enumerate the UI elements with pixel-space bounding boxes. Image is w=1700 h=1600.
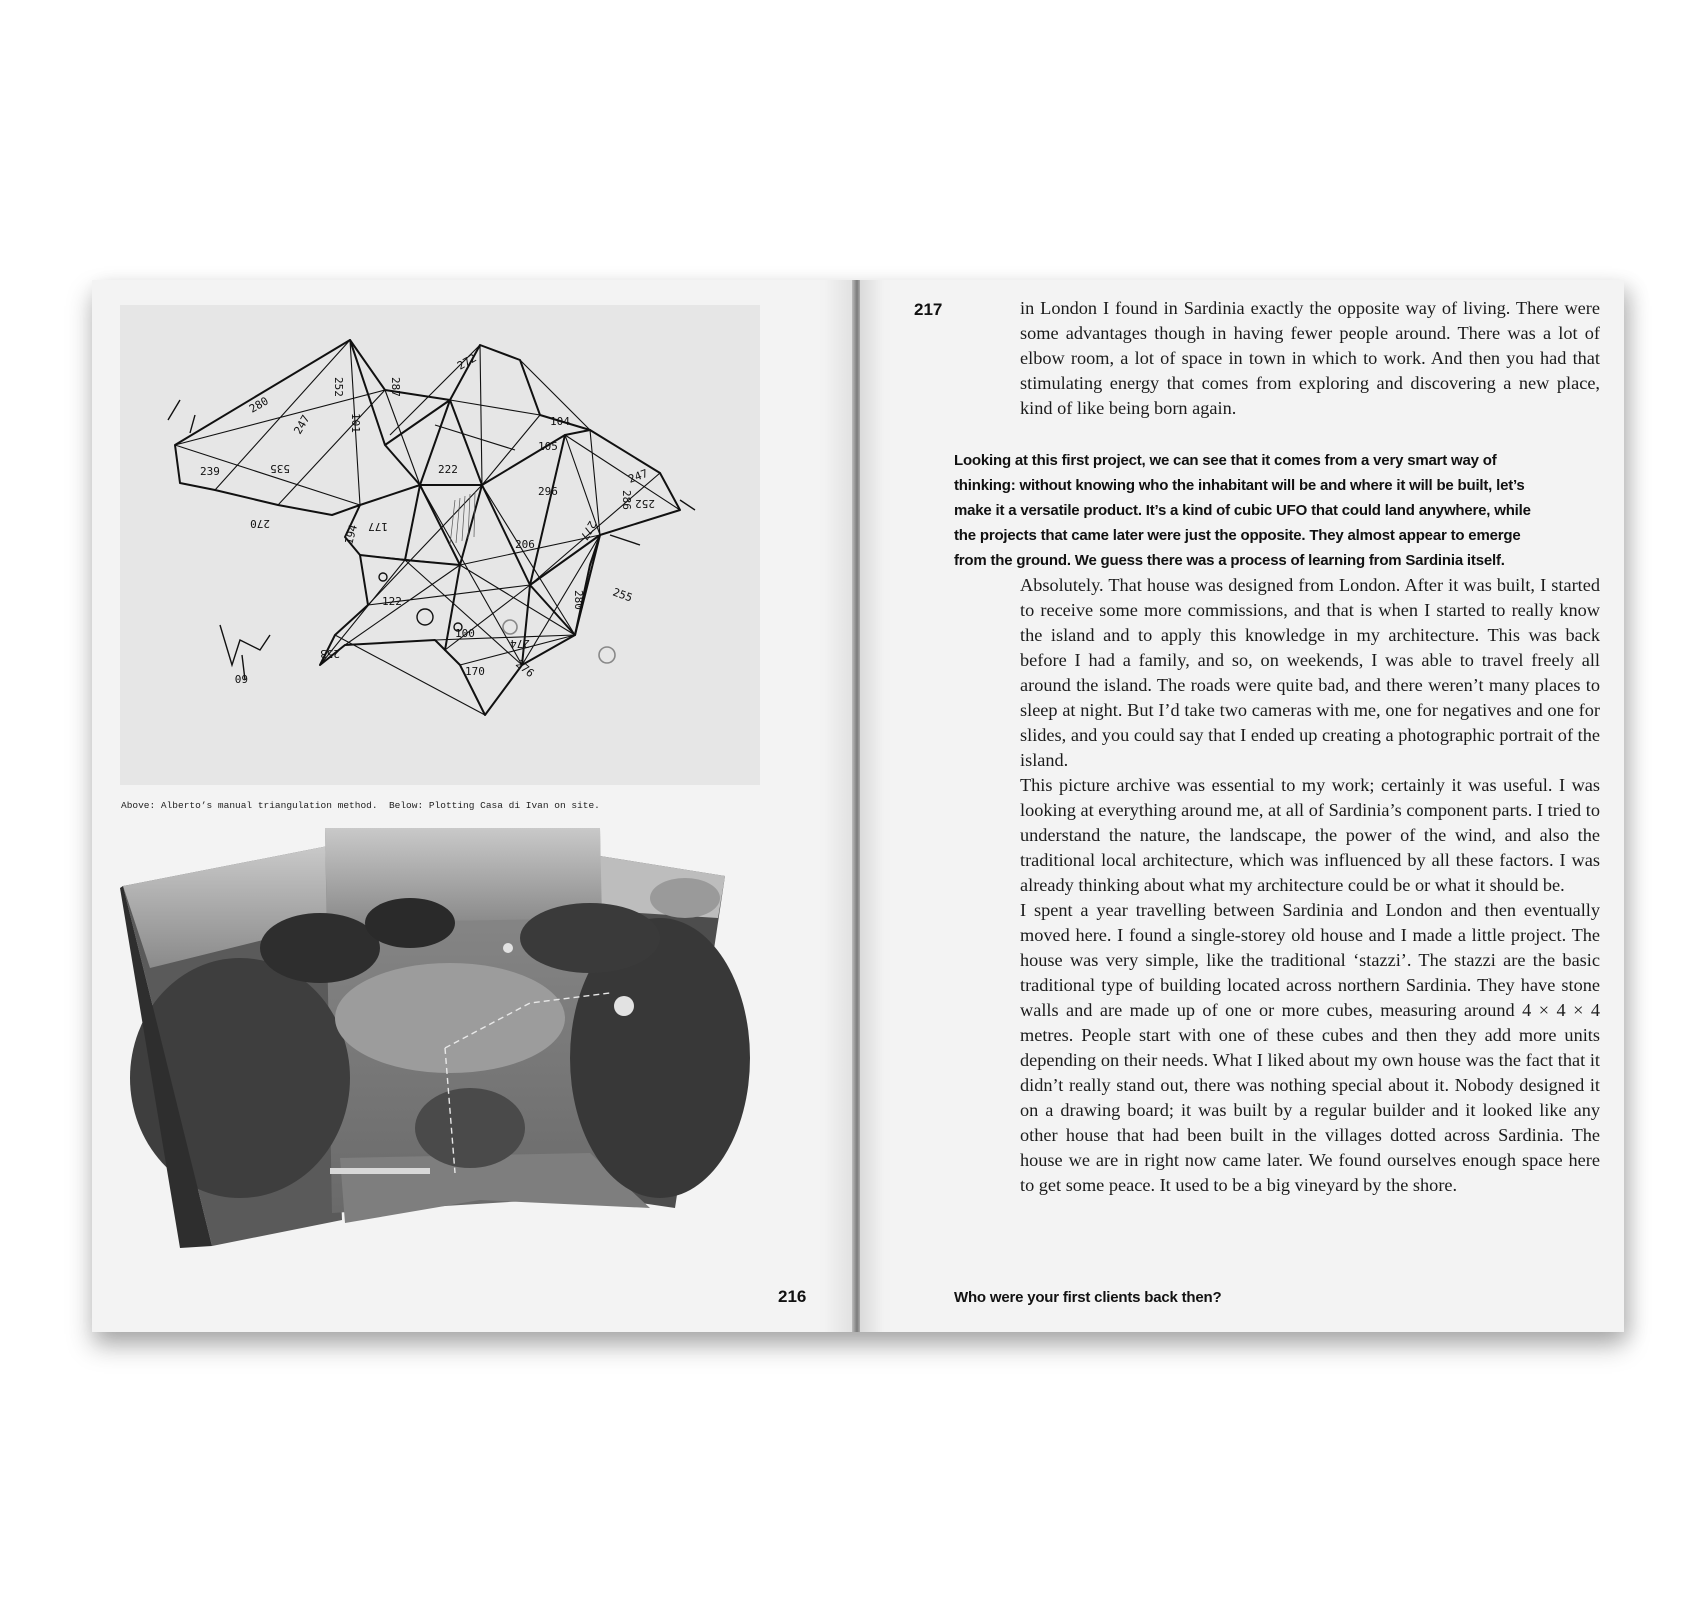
right-page [860,280,1624,1332]
book-spread [92,280,1624,1332]
question-line: make it a versatile product. It’s a kind of cubic UFO that could land anywhere, while [954,502,1531,519]
figure-caption: Above: Alberto’s manual triangulation method. Below: Plotting Casa di Ivan on site. [121,800,600,811]
answer-paragraph-1: Absolutely. That house was designed from London. After it was built, I started to receive some more commissions, and that is when I started to really know the island and to apply this knowledge in my architecture. This was back before I had a family, and so, on weekends, I was able to travel freely all around the island. The roads were quite bad, and there weren’t many places to sleep at night. But I’d take two cameras with me, one for negatives and one for slides, and you could say that I ended up creating a photographic portrait of the island. [1020,575,1600,770]
triangulation-drawing [120,305,760,785]
answer-paragraph-3: I spent a year travelling between Sardinia and London and then eventually moved here. I found a single-storey old house and I made a little project. The house was very simple, like the traditional ‘stazzi’. The stazzi are the basic traditional type of building located across northern Sardinia. They have stone walls and are made up of one or more cubes, measuring around 4 × 4 × 4 metres. People start with one of these cubes and then they add more units depending on their needs. What I liked about my own house was the fact that it didn’t really stand out, there was nothing special about it. Nobody designed it on a drawing board; it was built by a regular builder and it looked like any other house that had been built in the villages dotted across Sardinia. The house we are in right now came later. We found ourselves enough space here to get some peace. It used to be a big vineyard by the shore. [1020,900,1600,1195]
drawing-label: 270 [250,517,270,530]
site-photo-collage [120,828,760,1258]
page-number-left: 216 [778,1287,807,1306]
drawing-label: 280 [247,394,271,416]
site-photo [120,828,760,1258]
drawing-label: 170 [465,665,485,678]
drawing-label: 253 [320,647,340,660]
drawing-label: 122 [382,595,402,608]
drawing-label: 296 [538,485,558,498]
drawing-label: 194 [342,523,361,546]
drawing-label: 105 [538,440,558,453]
answer-text [1020,573,1600,1198]
drawing-label: 252 [332,377,345,397]
page-number-right: 217 [914,300,943,319]
drawing-label: 280 [572,590,585,610]
question-1 [954,448,1594,573]
question-2: Who were your first clients back then? [954,1289,1222,1306]
drawing-label: 247 [626,466,650,486]
drawing-label: 276 [513,657,537,681]
question-line: thinking: without knowing who the inhabitant will be and where it will be built, let’s [954,477,1525,494]
left-page [92,280,854,1332]
drawing-label: 535 [270,462,290,475]
drawing-label: 252 [635,497,655,510]
question-line: the projects that came later were just the opposite. They almost appear to emerge [954,527,1521,544]
drawing-label: 287 [389,377,402,397]
drawing-label: 101 [349,413,362,433]
drawing-label: 277 [577,518,599,543]
drawing-label: 286 [620,490,633,510]
drawing-label: 255 [610,585,635,605]
paragraph: in London I found in Sardinia exactly the opposite way of living. There were some advantages though in having fewer people around. There was a lot of elbow room, a lot of space in town in which to work. And then you had that stimulating energy that comes from exploring and discovering a new place, kind of like being born again. [1020,298,1600,418]
drawing-label: 239 [200,465,220,478]
triangulation-sketch [120,305,760,785]
drawing-label: 60 [234,672,248,685]
drawing-label: 100 [455,627,475,640]
question-line: from the ground. We guess there was a process of learning from Sardinia itself. [954,552,1505,569]
drawing-label: 274 [510,637,530,650]
drawing-label: 222 [438,463,458,476]
answer-paragraph-2: This picture archive was essential to my work; certainly it was useful. I was looking at everything around me, at all of Sardinia’s component parts. I tried to understand the nature, the landscape, the power of the wind, and also the traditional local architecture, which was influenced by all these factors. I was already thinking about what my architecture could be or what it should be. [1020,775,1600,895]
drawing-label: 272 [455,351,479,373]
question-line: Looking at this first project, we can see that it comes from a very smart way of [954,452,1497,469]
drawing-label: 177 [368,520,388,533]
drawing-label: 104 [550,415,570,428]
intro-paragraph [1020,296,1600,421]
drawing-label: 247 [291,412,313,437]
drawing-label: 206 [515,538,535,551]
